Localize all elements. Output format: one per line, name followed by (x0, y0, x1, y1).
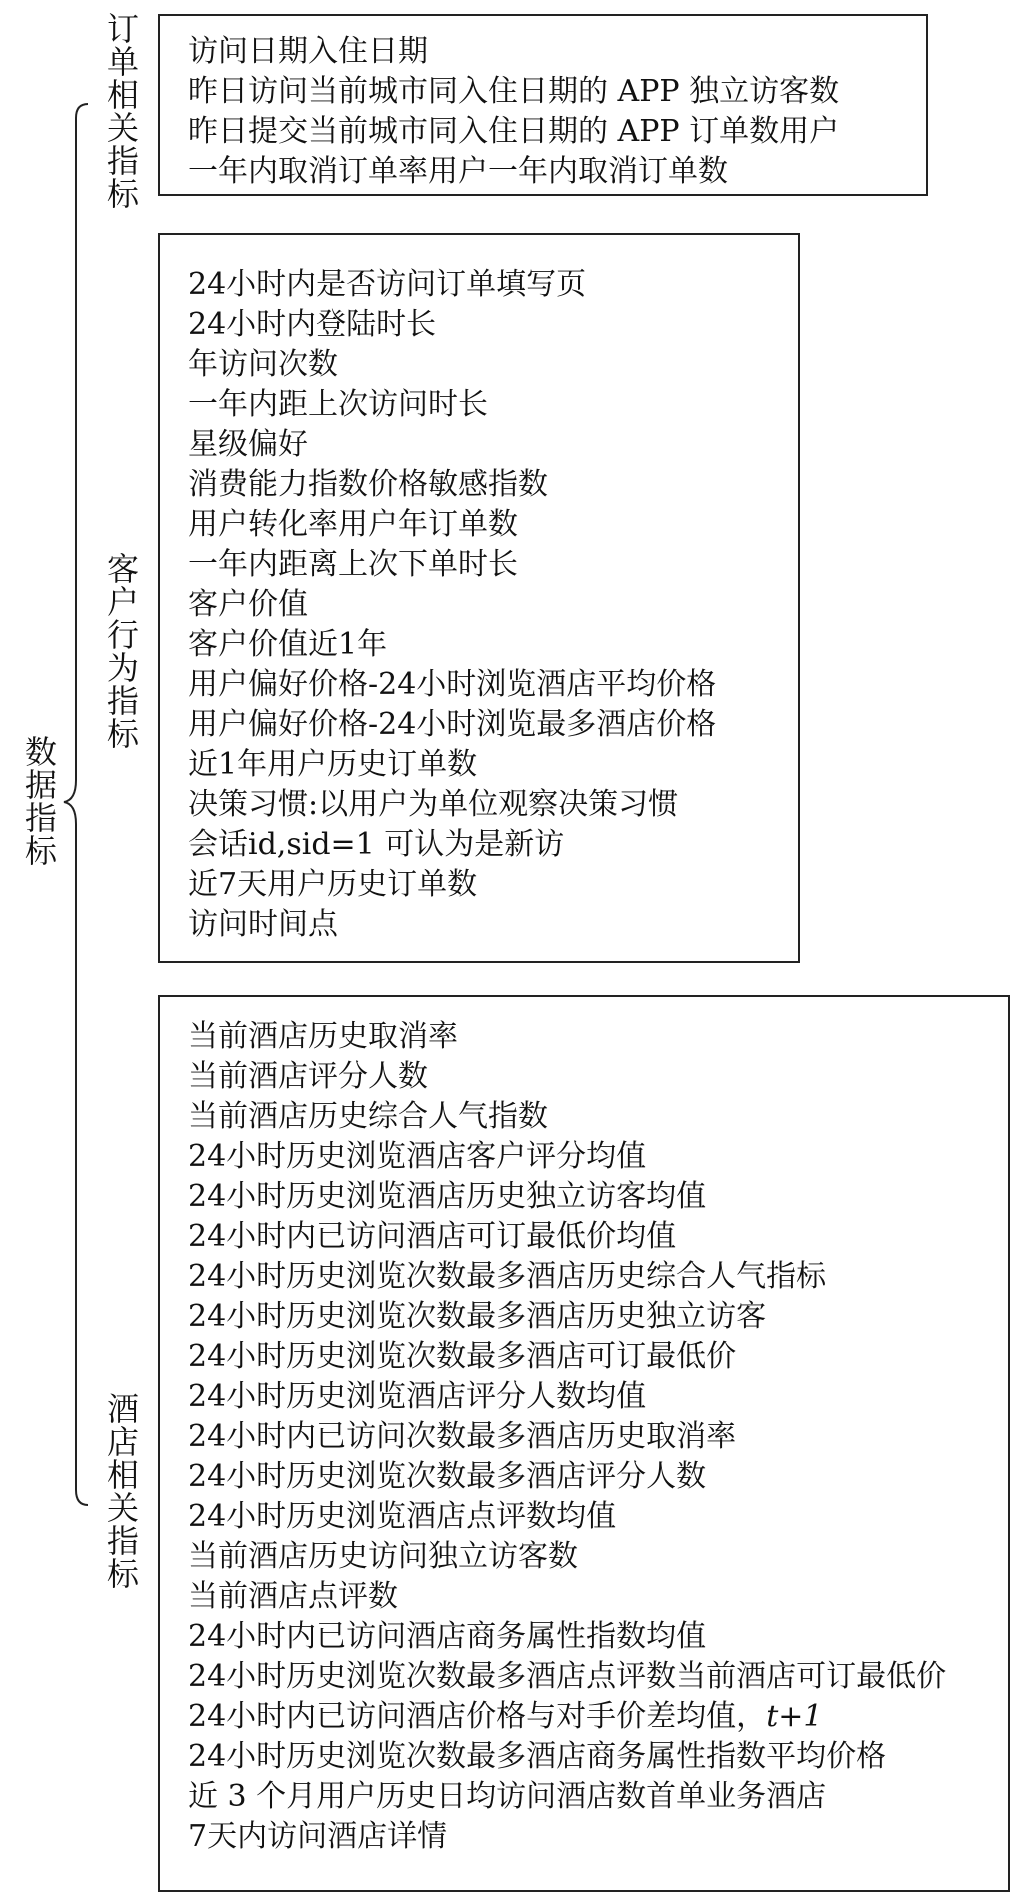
root-brace (64, 104, 88, 1505)
group-label-customer: 客户行为指标 (102, 552, 140, 750)
list-item (188, 1697, 1008, 1737)
list-item: 用户转化率用户年订单数 (188, 507, 518, 542)
list-item: 一年内取消订单率用户一年内取消订单数 (188, 154, 728, 189)
list-item: 年访问次数 (188, 347, 338, 382)
list-item: 会话id,sid=1 可认为是新访 (188, 827, 565, 862)
group-items-order (188, 32, 926, 192)
list-item: 24小时内已访问酒店商务属性指数均值 (188, 1619, 707, 1654)
group-label-hotel: 酒店相关指标 (102, 1392, 140, 1590)
list-item: 昨日访问当前城市同入住日期的 APP 独立访客数 (188, 74, 840, 109)
list-item: 当前酒店历史访问独立访客数 (188, 1539, 578, 1574)
group-box-hotel (158, 995, 1010, 1892)
group-label-order: 订单相关指标 (102, 12, 140, 210)
list-item: 24小时历史浏览酒店客户评分均值 (188, 1139, 647, 1174)
list-item-text: 24小时内已访问酒店价格与对手价差均值， (188, 1699, 767, 1734)
list-item: 24小时历史浏览次数最多酒店点评数当前酒店可订最低价 (188, 1659, 947, 1694)
list-item: 24小时历史浏览酒店评分人数均值 (188, 1379, 647, 1414)
list-item: 近7天用户历史订单数 (188, 867, 478, 902)
list-item: 当前酒店历史取消率 (188, 1019, 458, 1054)
list-item: 决策习惯:以用户为单位观察决策习惯 (188, 787, 679, 822)
list-item: 24小时历史浏览次数最多酒店历史独立访客 (188, 1299, 767, 1334)
list-item: 用户偏好价格-24小时浏览最多酒店价格 (188, 707, 717, 742)
list-item: 消费能力指数价格敏感指数 (188, 467, 548, 502)
list-item: 近 3 个月用户历史日均访问酒店数首单业务酒店 (188, 1779, 827, 1814)
list-item: 一年内距离上次下单时长 (188, 547, 518, 582)
list-item: 用户偏好价格-24小时浏览酒店平均价格 (188, 667, 717, 702)
list-item: 近1年用户历史订单数 (188, 747, 478, 782)
list-item: 24小时内已访问次数最多酒店历史取消率 (188, 1419, 737, 1454)
root-label: 数据指标 (20, 735, 58, 867)
group-box-order (158, 14, 928, 196)
list-item: 24小时历史浏览酒店点评数均值 (188, 1499, 617, 1534)
list-item-italic-suffix: t+1 (766, 1699, 823, 1734)
list-item: 24小时内是否访问订单填写页 (188, 267, 587, 302)
list-item: 客户价值 (188, 587, 308, 622)
list-item: 24小时内已访问酒店可订最低价均值 (188, 1219, 677, 1254)
group-items-customer (188, 265, 798, 945)
list-item: 24小时内登陆时长 (188, 307, 437, 342)
list-item: 当前酒店历史综合人气指数 (188, 1099, 548, 1134)
list-item: 7天内访问酒店详情 (188, 1819, 448, 1854)
list-item: 24小时历史浏览酒店历史独立访客均值 (188, 1179, 707, 1214)
list-item: 当前酒店点评数 (188, 1579, 398, 1614)
list-item: 客户价值近1年 (188, 627, 388, 662)
group-items-hotel (188, 1017, 1008, 1857)
list-item: 访问时间点 (188, 907, 338, 942)
list-item: 昨日提交当前城市同入住日期的 APP 订单数用户 (188, 114, 840, 149)
list-item: 访问日期入住日期 (188, 34, 428, 69)
list-item: 24小时历史浏览次数最多酒店历史综合人气指标 (188, 1259, 827, 1294)
list-item: 24小时历史浏览次数最多酒店评分人数 (188, 1459, 707, 1494)
list-item: 一年内距上次访问时长 (188, 387, 488, 422)
list-item: 当前酒店评分人数 (188, 1059, 428, 1094)
list-item: 星级偏好 (188, 427, 308, 462)
group-box-customer (158, 233, 800, 963)
list-item: 24小时历史浏览次数最多酒店商务属性指数平均价格 (188, 1739, 887, 1774)
list-item: 24小时历史浏览次数最多酒店可订最低价 (188, 1339, 737, 1374)
